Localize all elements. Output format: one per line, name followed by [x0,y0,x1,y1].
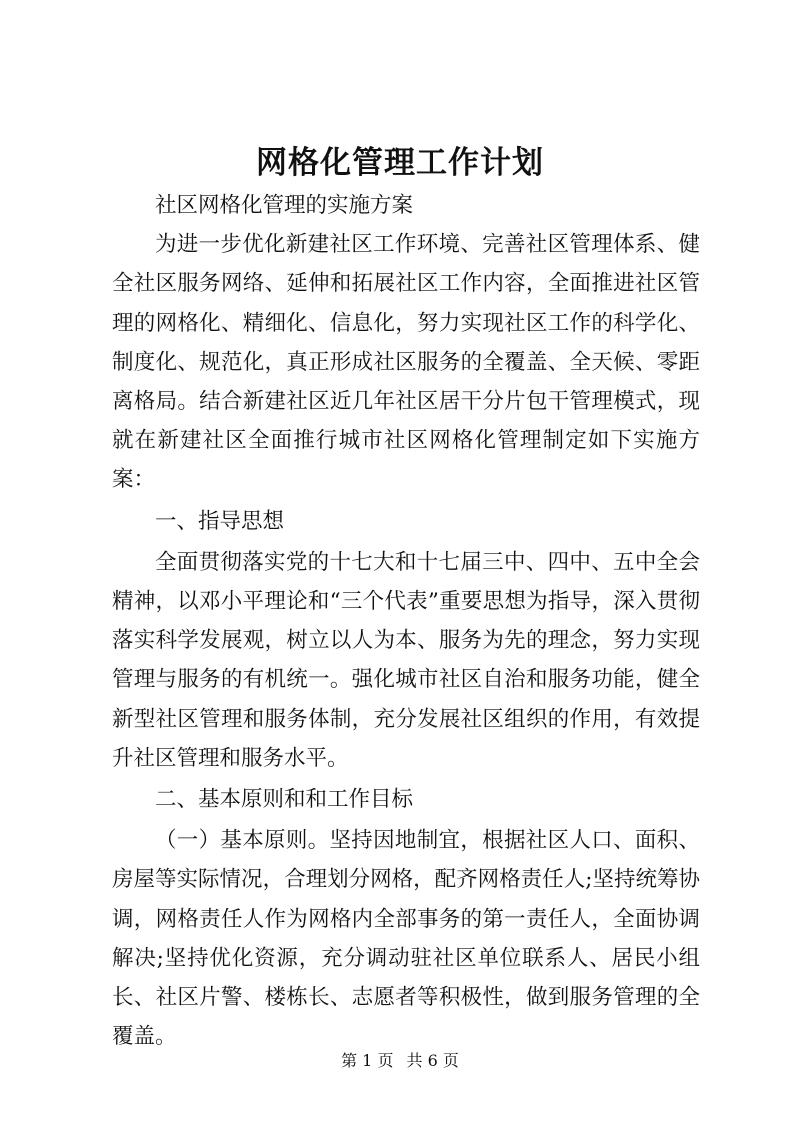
intro-paragraph: 为进一步优化新建社区工作环境、完善社区管理体系、健全社区服务网络、延伸和拓展社区工作内容，全面推进社区管理的网格化、精细化、信息化，努力实现社区工作的科学化、制度化、规范化，真正形成社区服务的全覆盖、全天候、零距离格局。结合新建社区近几年社区居干分片包干管理模式，现就在新建社区全面推行城市社区网格化管理制定如下实施方案： [112,232,700,493]
page-number: 第 1 页 [341,1051,394,1070]
guiding-thought-paragraph: 全面贯彻落实党的十七大和十七届三中、四中、五中全会精神，以邓小平理论和“三个代表”重要思想为指导，深入贯彻落实科学发展观，树立以人为本、服务为先的理念，努力实现管理与服务的有机统一。强化城市社区自治和服务功能，健全新型社区管理和服务体制，充分发展社区组织的作用，有效提升社区管理和服务水平。 [112,549,700,771]
page-total: 共 6 页 [406,1051,459,1070]
document-body [112,186,700,1056]
page-footer [0,1050,800,1072]
document-title: 网格化管理工作计划 [256,145,544,181]
basic-principles-paragraph: （一）基本原则。坚持因地制宜，根据社区人口、面积、房屋等实际情况，合理划分网格，配齐网格责任人;坚持统筹协调，网格责任人作为网格内全部事务的第一责任人，全面协调解决;坚持优化资源，充分调动驻社区单位联系人、居民小组长、社区片警、楼栋长、志愿者等积极性，做到服务管理的全覆盖。 [112,828,700,1050]
subtitle-paragraph: 社区网格化管理的实施方案 [155,193,414,218]
section-heading-principles-goals: 二、基本原则和和工作目标 [155,787,414,813]
section-heading-guiding-thought: 一、指导思想 [155,508,285,534]
